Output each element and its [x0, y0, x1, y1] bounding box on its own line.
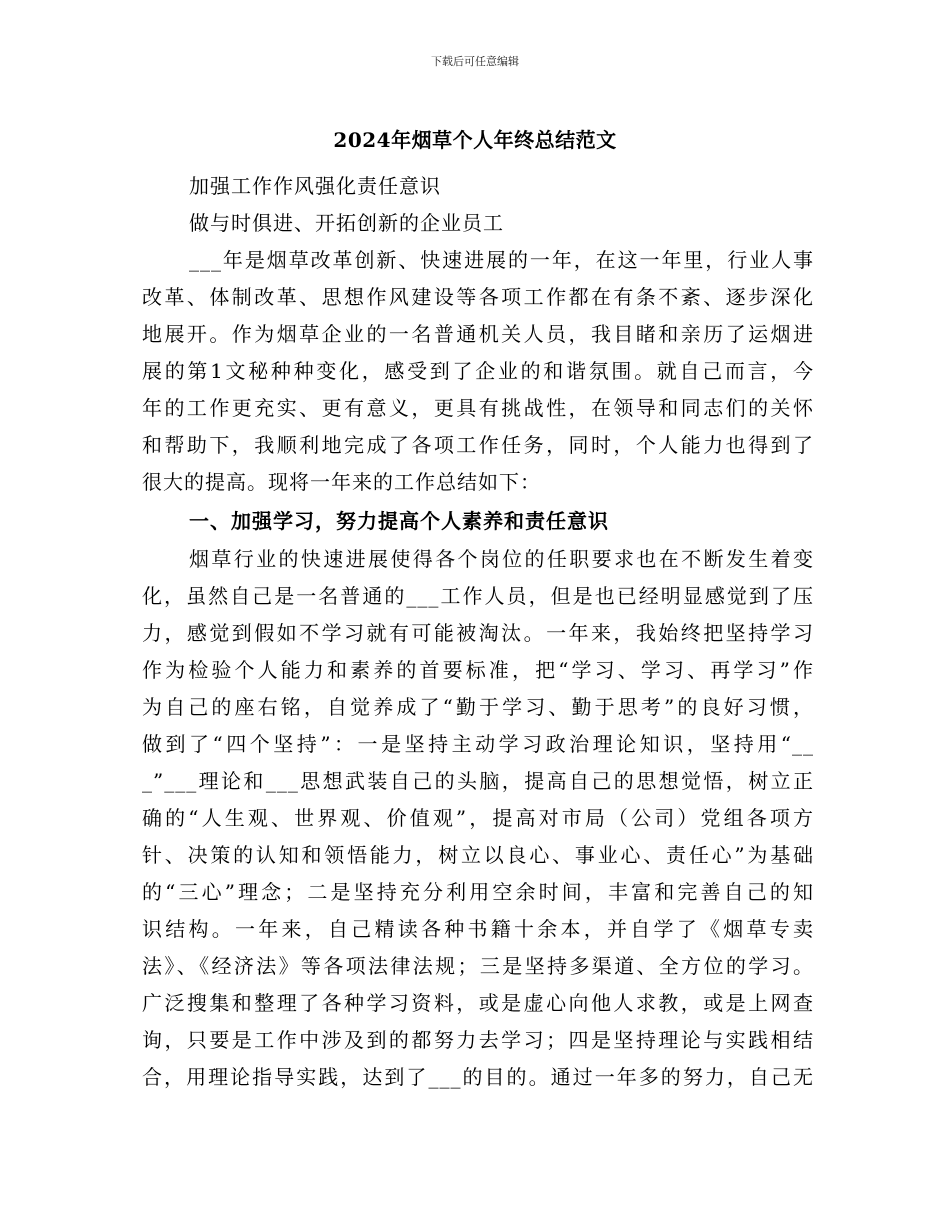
- paragraph-line: 合，用理论指导实践，达到了___的目的。通过一年多的努力，自己无: [142, 1065, 814, 1089]
- paragraph-line: 为自己的座右铭，自觉养成了“勤于学习、勤于思考”的良好习惯，: [142, 695, 814, 719]
- paragraph-line: 展的第1文秘种种变化，感受到了企业的和谐氛围。就自己而言，今: [142, 359, 814, 383]
- subtitle-line-2: 做与时俱进、开拓创新的企业员工: [189, 211, 504, 235]
- paragraph-line: 和帮助下，我顺利地完成了各项工作任务，同时，个人能力也得到了: [142, 433, 814, 457]
- paragraph-line: 询，只要是工作中涉及到的都努力去学习；四是坚持理论与实践相结: [142, 1028, 814, 1052]
- paragraph-line: 年的工作更充实、更有意义，更具有挑战性，在领导和同志们的关怀: [142, 396, 814, 420]
- paragraph-line: 做到了“四个坚持”：一是坚持主动学习政治理论知识，坚持用“__: [142, 732, 814, 756]
- paragraph-line: 识结构。一年来，自己精读各种书籍十余本，并自学了《烟草专卖: [142, 917, 814, 941]
- paragraph-line: 针、决策的认知和领悟能力，树立以良心、事业心、责任心”为基础: [142, 843, 814, 867]
- paragraph-line: 很大的提高。现将一年来的工作总结如下：: [142, 470, 541, 494]
- header-note: 下载后可任意编辑: [431, 55, 519, 68]
- section-heading: 一、加强学习，努力提高个人素养和责任意识: [189, 509, 609, 533]
- paragraph-line: _”___理论和___思想武装自己的头脑，提高自己的思想觉悟，树立正: [142, 769, 814, 793]
- paragraph-line: 改革、体制改革、思想作风建设等各项工作都在有条不紊、逐步深化: [142, 285, 814, 309]
- paragraph-line: 法》、《经济法》等各项法律法规；三是坚持多渠道、全方位的学习。: [142, 954, 814, 978]
- subtitle-line-1: 加强工作作风强化责任意识: [189, 174, 441, 198]
- paragraph-line: 力，感觉到假如不学习就有可能被淘汰。一年来，我始终把坚持学习: [142, 621, 814, 645]
- document-title: 2024年烟草个人年终总结范文: [333, 128, 617, 152]
- paragraph-line: 广泛搜集和整理了各种学习资料，或是虚心向他人求教，或是上网查: [142, 991, 814, 1015]
- paragraph-line: 烟草行业的快速进展使得各个岗位的任职要求也在不断发生着变: [189, 547, 814, 571]
- paragraph-line: ___年是烟草改革创新、快速进展的一年，在这一年里，行业人事: [189, 248, 814, 272]
- paragraph-line: 作为检验个人能力和素养的首要标准，把“学习、学习、再学习”作: [142, 658, 814, 682]
- paragraph-line: 确的“人生观、世界观、价值观”，提高对市局（公司）党组各项方: [142, 806, 814, 830]
- paragraph-line: 地展开。作为烟草企业的一名普通机关人员，我目睹和亲历了运烟进: [142, 322, 814, 346]
- paragraph-line: 化，虽然自己是一名普通的___工作人员，但是也已经明显感觉到了压: [142, 584, 814, 608]
- paragraph-line: 的“三心”理念；二是坚持充分利用空余时间，丰富和完善自己的知: [142, 880, 814, 904]
